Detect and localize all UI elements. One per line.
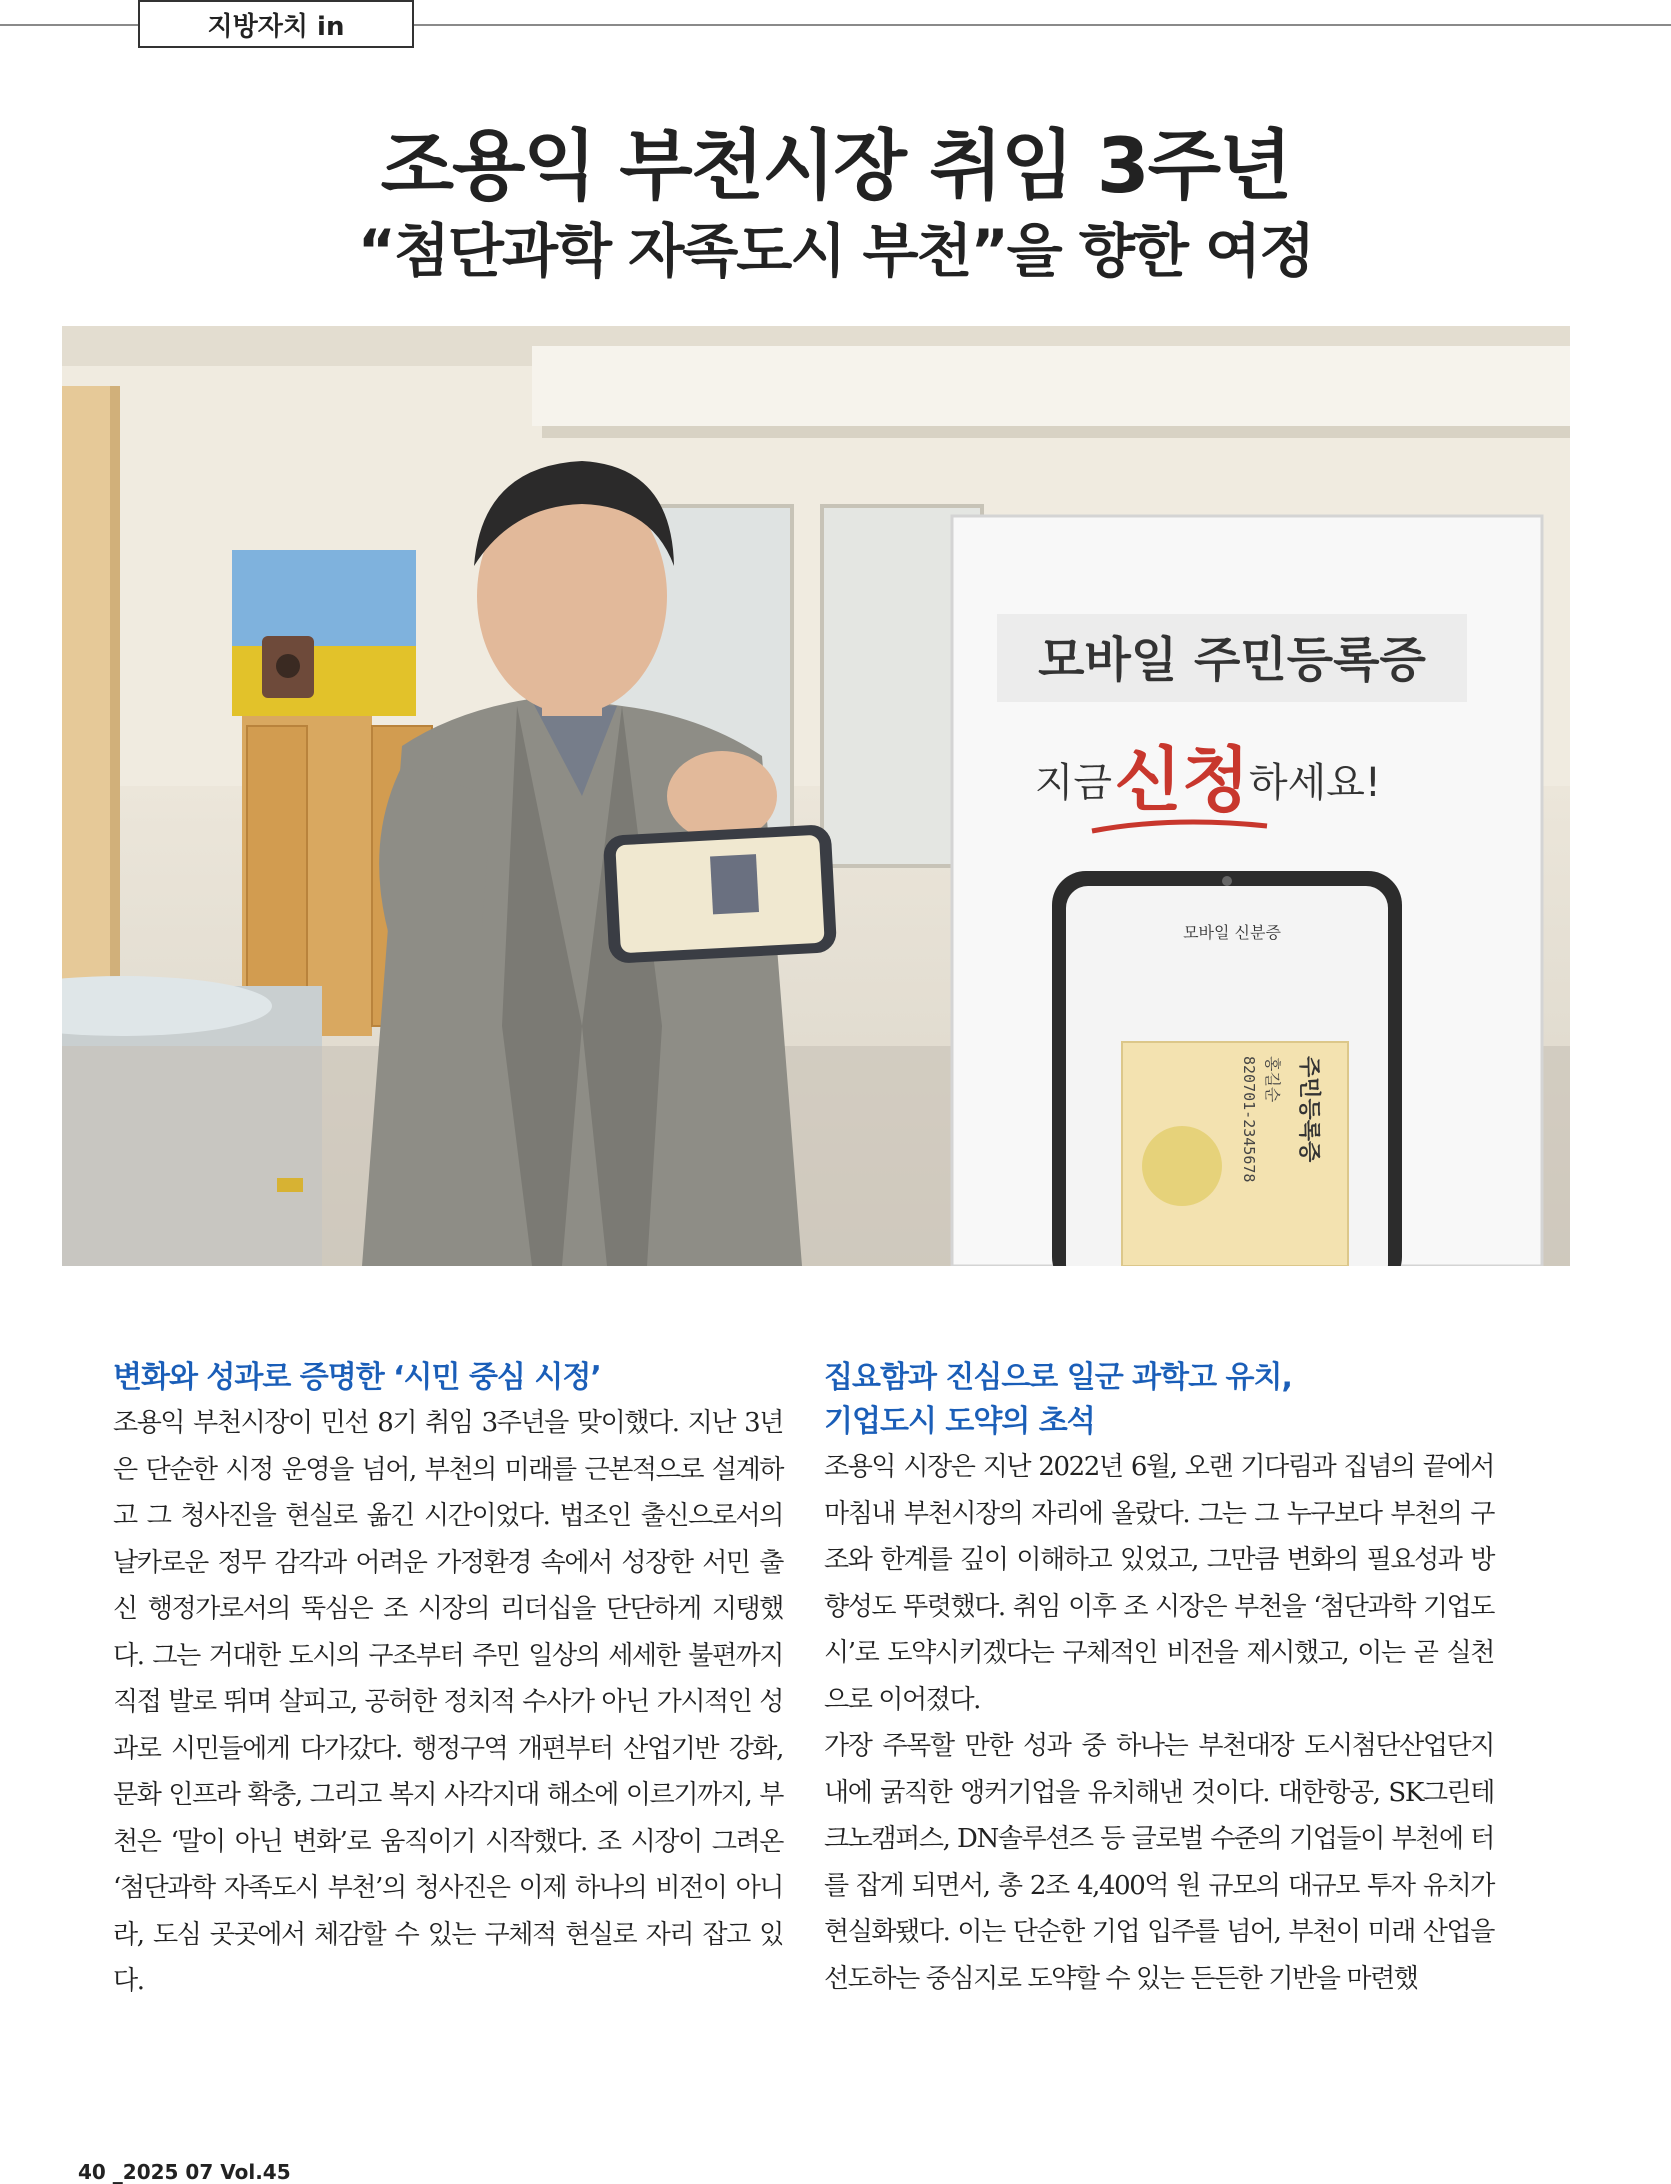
banner-emphasis: 신청 <box>1114 738 1250 821</box>
right-column <box>824 1356 1494 2002</box>
banner-pre: 지금 <box>1034 760 1112 806</box>
card-name: 홍길순 <box>1263 1056 1282 1103</box>
card-number: 820701-2345678 <box>1240 1056 1258 1183</box>
banner-title: 모바일 주민등록증 <box>1038 632 1426 688</box>
article-title: 조용익 부천시장 취임 3주년 <box>380 121 1291 210</box>
card-title: 주민등록증 <box>1296 1056 1321 1163</box>
section-tag: 지방자치 in <box>138 0 414 48</box>
right-paragraph-2: 가장 주목할 만한 성과 중 하나는 부천대장 도시첨단산업단지 내에 굵직한 앵커기업을 유치해낸 것이다. 대한항공, SK그린테크노캠퍼스, DN솔루션즈 등 글로벌 수준의 기업들이 부천에 터를 잡게 되면서, 총 2조 4,400억 원 규모의 대규모 투자 유치가 현실화됐다. 이는 단순한 기업 입주를 넘어, 부천이 미래 산업을 선도하는 중심지로 도약할 수 있는 든든한 기반을 마련했 <box>824 1731 1494 1994</box>
left-body: 조용익 부천시장이 민선 8기 취임 3주년을 맞이했다. 지난 3년은 단순한 시정 운영을 넘어, 부천의 미래를 근본적으로 설계하고 그 청사진을 현실로 옮긴 시간이었다. 법조인 출신으로서의 날카로운 정무 감각과 어려운 가정환경 속에서 성장한 서민 출신 행정가로서의 뚝심은 조 시장의 리더십을 단단하게 지탱했다. 그는 거대한 도시의 구조부터 주민 일상의 세세한 불편까지 직접 발로 뛰며 살피고, 공허한 정치적 수사가 아닌 가시적인 성과로 시민들에게 다가갔다. 행정구역 개편부터 산업기반 강화, 문화 인프라 확충, 그리고 복지 사각지대 해소에 이르기까지, 부천은 ‘말이 아닌 변화’로 움직이기 시작했다. 조 시장이 그려온 ‘첨단과학 자족도시 부천’의 청사진은 이제 하나의 비전이 아니라, 도심 곳곳에서 체감할 수 있는 구체적 현실로 자리 잡고 있다. <box>113 1408 783 1996</box>
left-column <box>113 1356 783 2005</box>
right-heading-line1: 집요함과 진심으로 일군 과학고 유치, <box>824 1360 1292 1395</box>
banner-post: 하세요! <box>1249 760 1381 806</box>
article-subtitle: “첨단과학 자족도시 부천”을 향한 여정 <box>357 217 1314 285</box>
page-footer: 40 _2025 07 Vol.45 <box>78 2160 291 2184</box>
article-photo <box>62 326 1570 1266</box>
right-heading-line2: 기업도시 도약의 초석 <box>824 1404 1095 1439</box>
app-header: 모바일 신분증 <box>1183 923 1281 942</box>
left-heading: 변화와 성과로 증명한 ‘시민 중심 시정’ <box>113 1360 601 1395</box>
right-paragraph-1: 조용익 시장은 지난 2022년 6월, 오랜 기다림과 집념의 끝에서 마침내 부천시장의 자리에 올랐다. 그는 그 누구보다 부천의 구조와 한계를 깊이 이해하고 있었고, 그만큼 변화의 필요성과 방향성도 뚜렷했다. 취임 이후 조 시장은 부천을 ‘첨단과학 기업도시’로 도약시키겠다는 구체적인 비전을 제시했고, 이는 곧 실천으로 이어졌다. <box>824 1452 1494 1715</box>
